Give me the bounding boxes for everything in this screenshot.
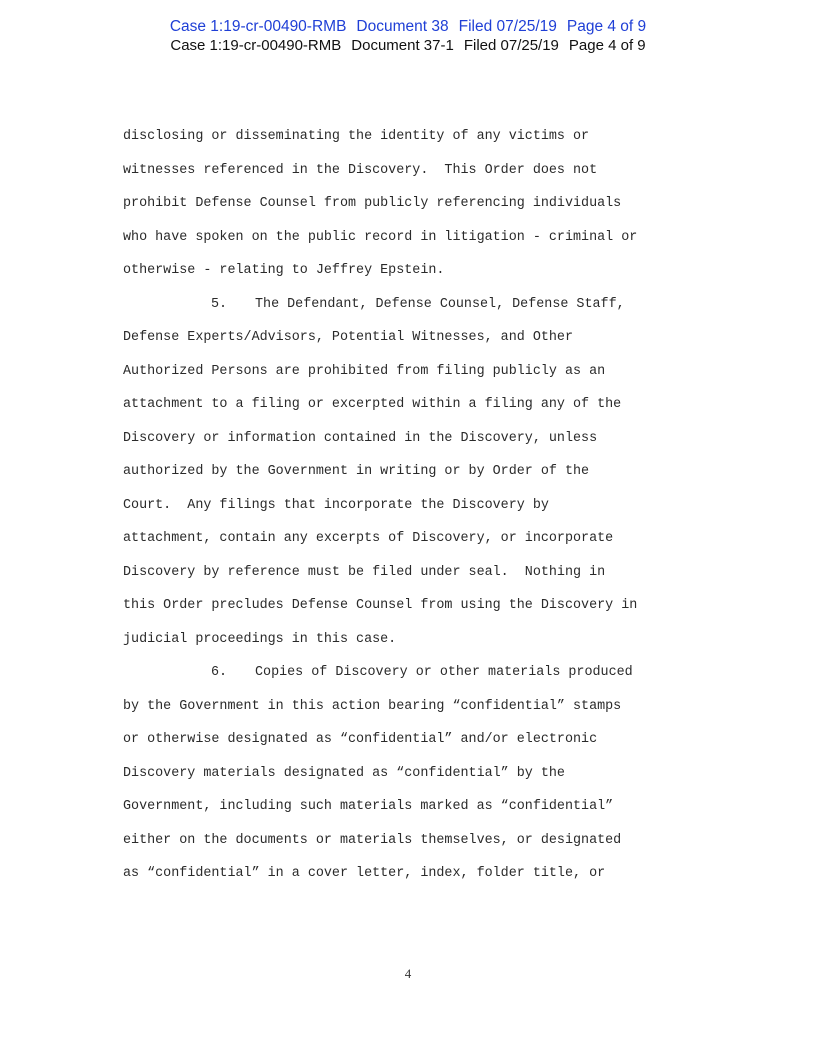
text-line: Discovery or information contained in the Discovery, unless [123, 430, 598, 446]
ecf-header-stamp-filed [0, 18, 816, 36]
text-line: this Order precludes Defense Counsel from using the Discovery in [123, 598, 638, 613]
text-line: as “confidential” in a cover letter, index, folder title, or [123, 866, 606, 881]
text-line: who have spoken on the public record in litigation - criminal or [123, 229, 638, 245]
text-line: Government, including such materials marked as “confidential” [123, 799, 614, 814]
text-span: The Defendant, Defense Counsel, Defense Staff, [255, 296, 625, 312]
text-line [123, 295, 723, 329]
ecf-header-stamp-original [0, 37, 816, 54]
text-line: attachment to a filing or excerpted within a filing any of the [123, 397, 622, 412]
case-number: Case 1:19-cr-00490-RMB [169, 18, 347, 35]
text-line: otherwise - relating to Jeffrey Epstein. [123, 263, 445, 278]
page-indicator: Page 4 of 9 [568, 37, 646, 54]
text-line: by the Government in this action bearing “confidential” stamps [123, 698, 622, 714]
page-number: 4 [404, 966, 412, 981]
text-line: either on the documents or materials themselves, or designated [123, 832, 622, 848]
case-number: Case 1:19-cr-00490-RMB [170, 37, 342, 54]
text-line: attachment, contain any excerpts of Discovery, or incorporate [123, 531, 614, 546]
text-line: Court. Any filings that incorporate the Discovery by [123, 497, 549, 513]
intro-paragraph [123, 127, 723, 295]
text-line: Discovery materials designated as “confidential” by the [123, 765, 565, 781]
page-indicator: Page 4 of 9 [566, 18, 647, 35]
paragraph-number: 6. [211, 665, 228, 680]
filed-date: Filed 07/25/19 [463, 37, 559, 54]
text-line: judicial proceedings in this case. [123, 631, 397, 647]
text-line: Authorized Persons are prohibited from filing publicly as an [123, 363, 606, 379]
text-line [123, 663, 723, 697]
text-line: prohibit Defense Counsel from publicly referencing individuals [123, 196, 622, 211]
text-line: disclosing or disseminating the identity of any victims or [123, 129, 590, 144]
filed-date: Filed 07/25/19 [458, 18, 557, 35]
text-line: Discovery by reference must be filed under seal. Nothing in [123, 564, 606, 580]
paragraph-number: 5. [211, 296, 228, 312]
text-line: authorized by the Government in writing or by Order of the [123, 464, 590, 479]
document-body [123, 127, 723, 898]
paragraph-5 [123, 295, 723, 664]
text-span: Copies of Discovery or other materials produced [255, 665, 633, 680]
text-line: or otherwise designated as “confidential” and/or electronic [123, 732, 598, 747]
text-line: Defense Experts/Advisors, Potential Witnesses, and Other [123, 330, 573, 345]
document-number: Document 38 [356, 18, 449, 35]
document-number: Document 37-1 [351, 37, 454, 54]
paragraph-6 [123, 663, 723, 898]
text-line: witnesses referenced in the Discovery. This Order does not [123, 162, 598, 178]
